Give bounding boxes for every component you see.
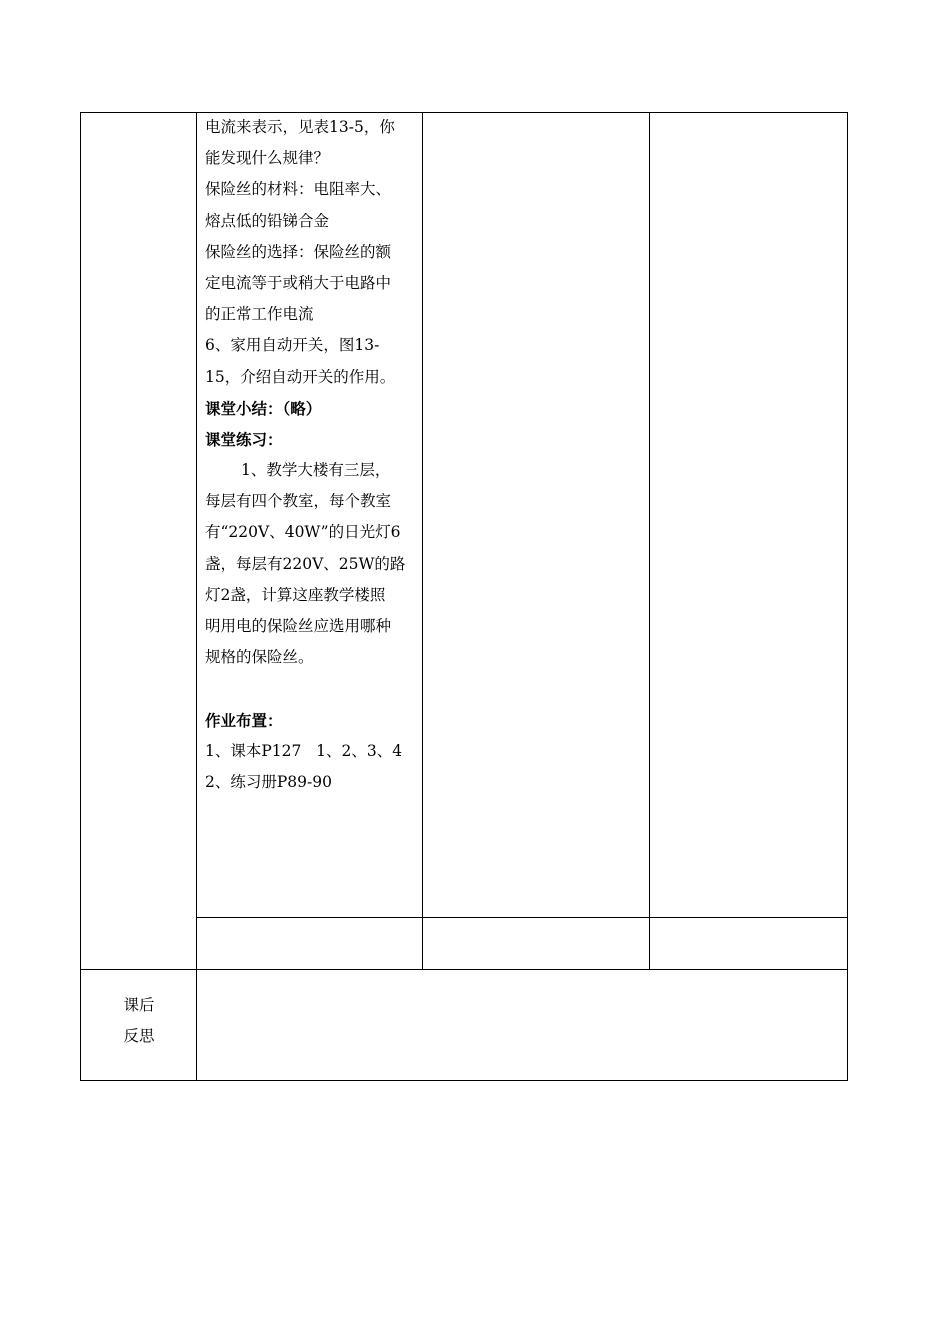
reflection-label	[82, 990, 196, 1052]
practice-line: 规格的保险丝。	[205, 648, 314, 667]
table-left-border	[80, 112, 81, 1081]
column-divider-3	[649, 112, 650, 970]
column-divider-1	[196, 112, 197, 1081]
reflection-label-line2: 反思	[123, 1027, 155, 1045]
lesson-line: 熔点低的铅锑合金	[205, 211, 330, 230]
summary-heading: 课堂小结：（略）	[205, 398, 322, 418]
table-right-border	[847, 112, 848, 1081]
practice-line: 盏，每层有220V、25W的路	[205, 554, 406, 573]
column-divider-2	[422, 112, 423, 970]
practice-line: 明用电的保险丝应选用哪种	[205, 617, 392, 635]
practice-line: 1、教学大楼有三层，	[241, 461, 391, 480]
lesson-line: 保险丝的材料：电阻率大、	[205, 180, 392, 199]
homework-heading: 作业布置：	[205, 710, 283, 730]
homework-line: 2、练习册P89-90	[205, 772, 332, 791]
lesson-line: 15，介绍自动开关的作用。	[205, 367, 396, 386]
lesson-line: 电流来表示，见表13-5，你	[205, 118, 395, 136]
lesson-line: 保险丝的选择：保险丝的额	[205, 242, 392, 261]
practice-line: 每层有四个教室，每个教室	[205, 492, 392, 511]
lesson-content-cell	[205, 112, 420, 798]
practice-line: 有“220V、40W”的日光灯6	[205, 523, 401, 542]
practice-line: 灯2盏，计算这座教学楼照	[205, 585, 386, 604]
homework-line: 1、课本P127 1、2、3、4	[205, 741, 403, 760]
row-divider-inner	[196, 917, 848, 918]
lesson-line: 定电流等于或稍大于电路中	[205, 273, 392, 292]
lesson-line: 6、家用自动开关，图13-	[205, 336, 380, 355]
spacer	[205, 673, 420, 704]
practice-heading: 课堂练习：	[205, 429, 283, 449]
lesson-line: 的正常工作电流	[205, 305, 314, 324]
lesson-line: 能发现什么规律？	[205, 149, 330, 168]
reflection-label-line1: 课后	[123, 996, 155, 1014]
